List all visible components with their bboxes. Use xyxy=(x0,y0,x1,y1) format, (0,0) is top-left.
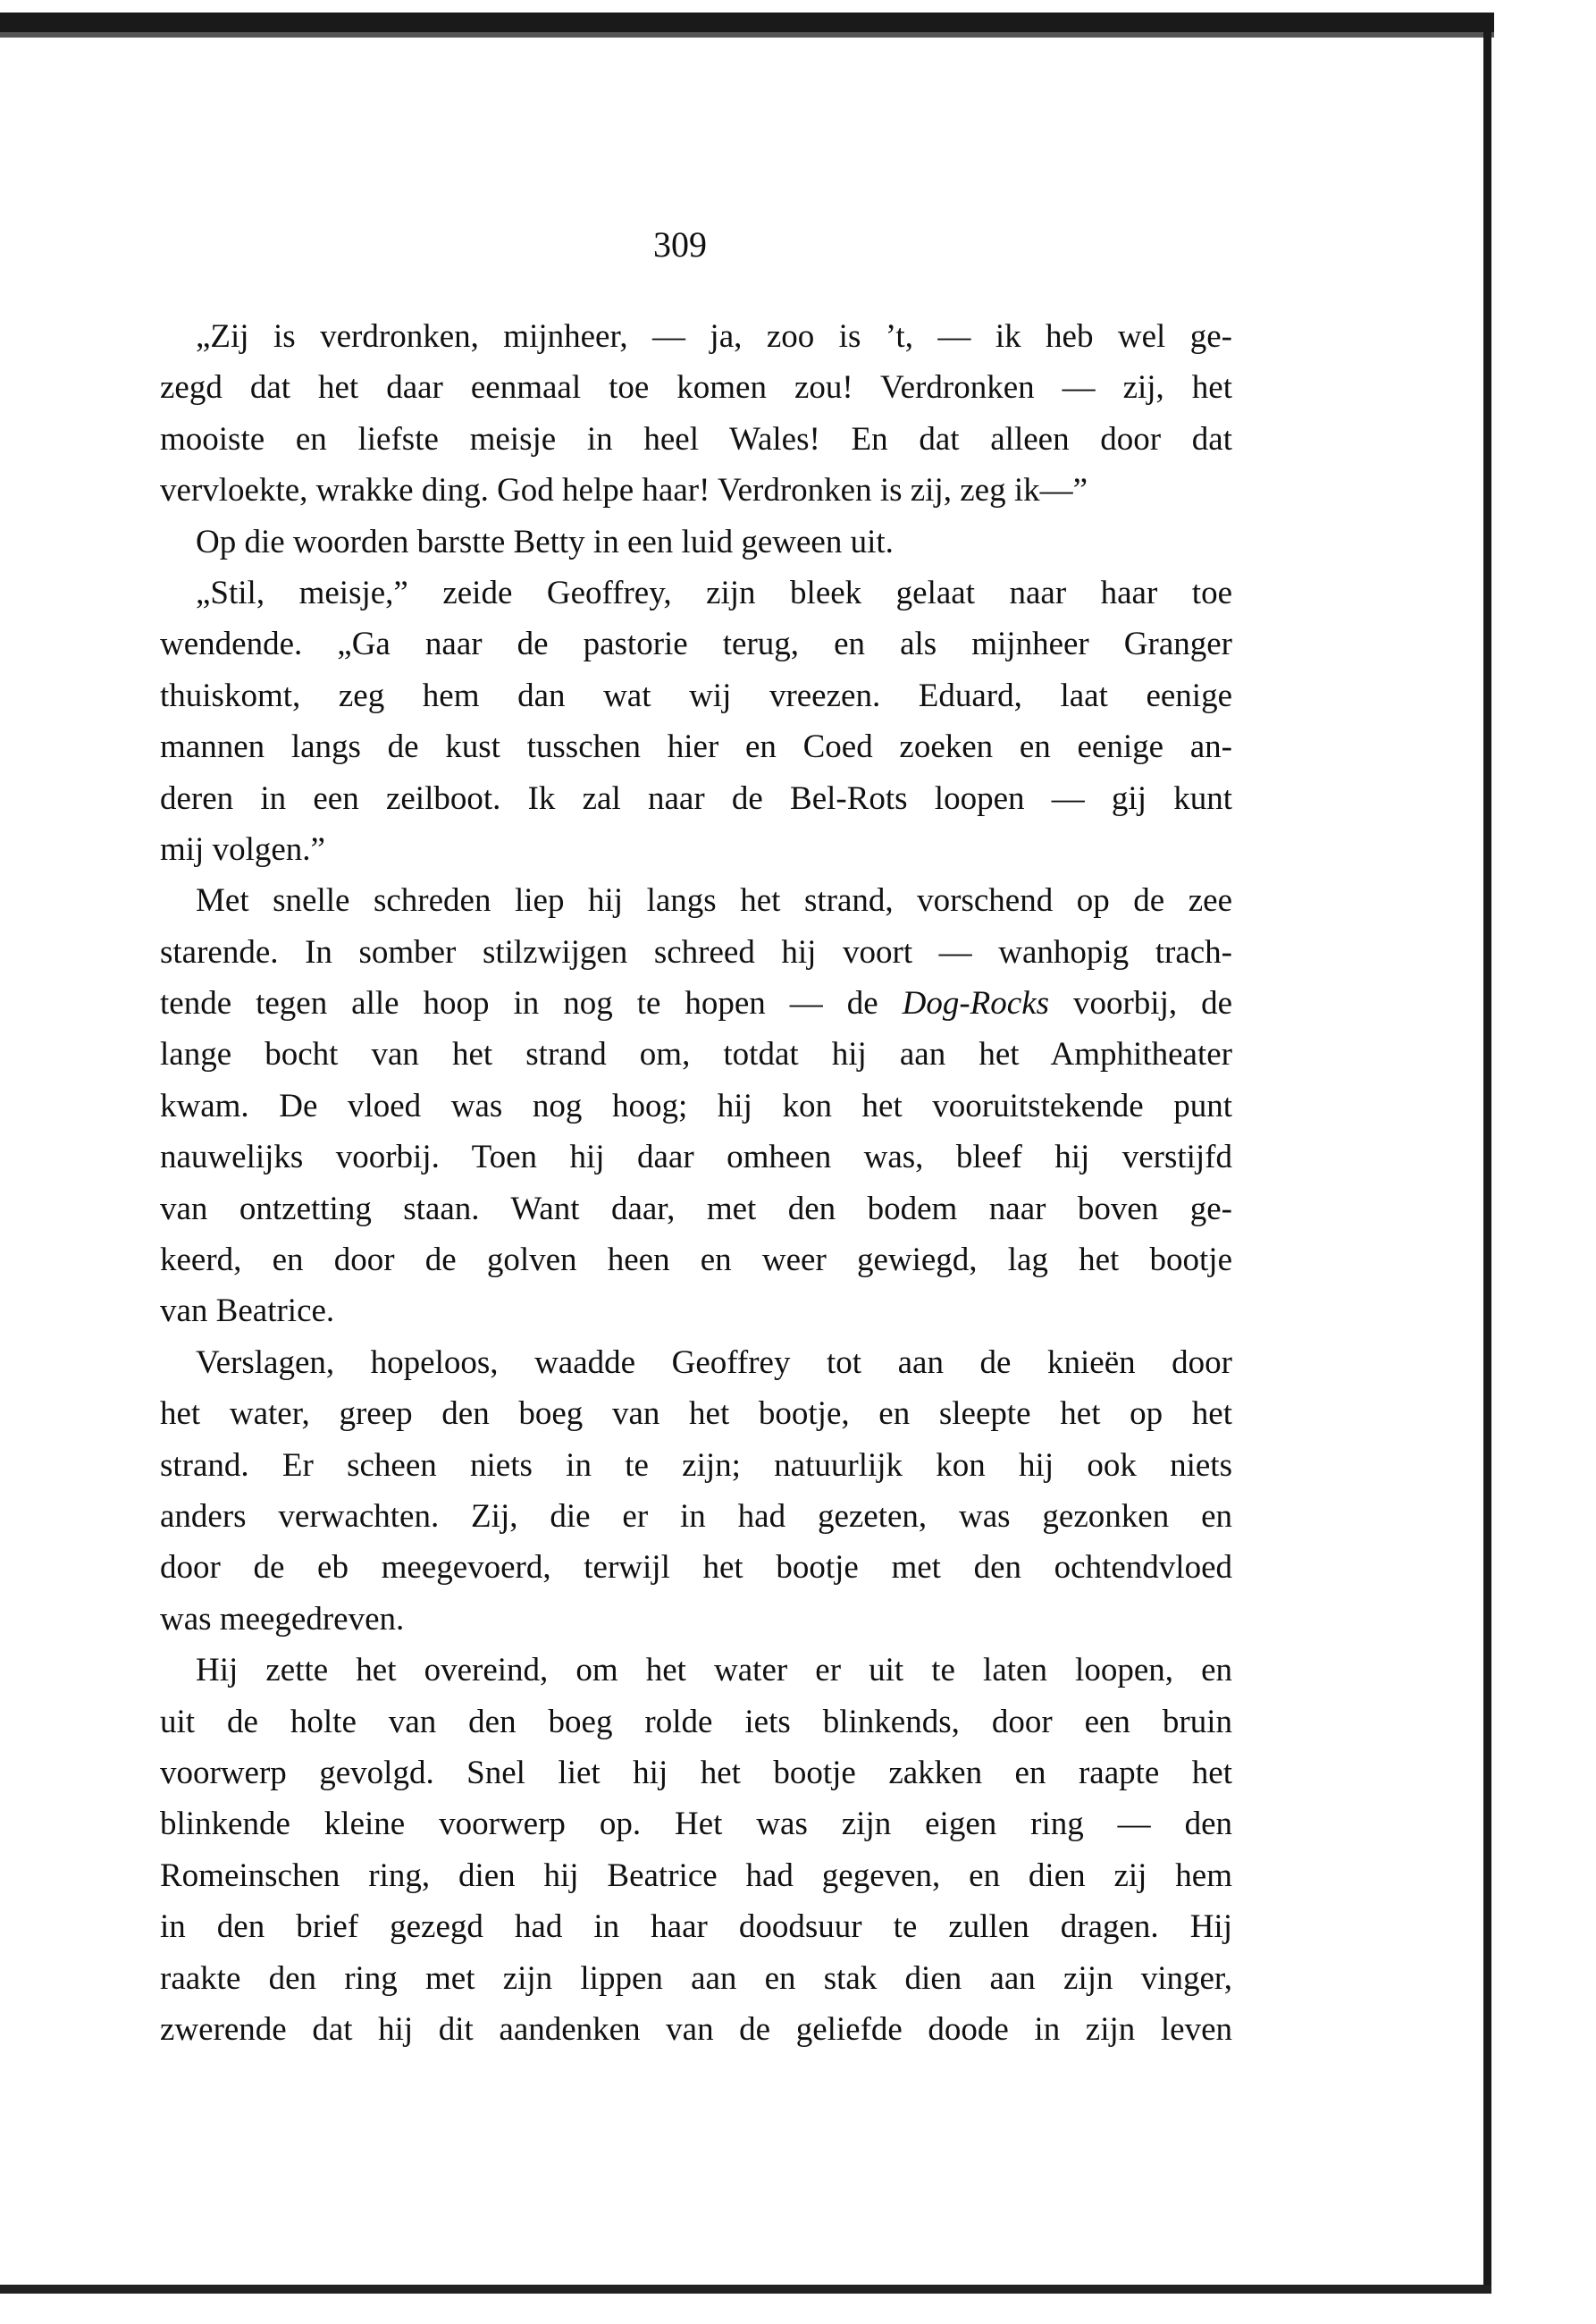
text-line xyxy=(160,1850,1232,1901)
text-line-content: in den brief gezegd had in haar doodsuur te zullen dragen. Hij xyxy=(160,1908,1232,1946)
text-line xyxy=(160,1081,1232,1132)
text-line xyxy=(160,1440,1232,1491)
text-line xyxy=(160,568,1232,619)
text-line-content: nauwelijks voorbij. Toen hij daar omheen was, bleef hij verstijfd xyxy=(160,1139,1232,1176)
text-line xyxy=(160,1132,1232,1183)
text-line xyxy=(160,1594,1232,1645)
text-line xyxy=(160,1953,1232,2004)
text-line xyxy=(160,1234,1232,1285)
text-line-content: lange bocht van het strand om, totdat hij aan het Amphitheater xyxy=(160,1036,1232,1074)
text-line-content: thuiskomt, zeg hem dan wat wij vreezen. Eduard, laat eenige xyxy=(160,677,1232,714)
text-line xyxy=(160,1029,1232,1080)
text-line-content: Verslagen, hopeloos, waadde Geoffrey tot aan de knieën door xyxy=(196,1343,1232,1381)
text-line xyxy=(160,824,1232,875)
scan-border-top xyxy=(0,13,1494,32)
text-line xyxy=(160,1901,1232,1952)
italic-place-name: Dog-Rocks xyxy=(902,985,1050,1023)
text-line xyxy=(160,465,1232,516)
text-line-content: „Zij is verdronken, mijnheer, — ja, zoo is ’t, — ik heb wel ge- xyxy=(196,318,1232,355)
text-line xyxy=(160,1645,1232,1696)
text-line-content: anders verwachten. Zij, die er in had gezeten, was gezonken en xyxy=(160,1497,1232,1535)
text-line xyxy=(160,362,1232,413)
text-line-content: mij volgen.” xyxy=(160,830,325,868)
text-line-content: het water, greep den boeg van het bootje, en sleepte het op het xyxy=(160,1395,1232,1433)
text-line-content: was meegedreven. xyxy=(160,1600,405,1638)
text-line-content: van ontzetting staan. Want daar, met den bodem naar boven ge- xyxy=(160,1190,1232,1227)
text-line-content: mooiste en liefste meisje in heel Wales! En dat alleen door dat xyxy=(160,420,1232,458)
text-line xyxy=(160,1697,1232,1747)
text-line-content: raakte den ring met zijn lippen aan en stak dien aan zijn vinger, xyxy=(160,1959,1232,1997)
text-line-content: tende tegen alle hoop in nog te hopen — de xyxy=(160,985,903,1023)
text-line xyxy=(160,1183,1232,1234)
text-line-content: zwerende dat hij dit aandenken van de geliefde doode in zijn leven xyxy=(160,2010,1232,2048)
text-line-content: „Stil, meisje,” zeide Geoffrey, zijn bleek gelaat naar haar toe xyxy=(196,574,1232,611)
text-line xyxy=(160,1491,1232,1542)
text-line xyxy=(160,1542,1232,1593)
text-line-content: keerd, en door de golven heen en weer gewiegd, lag het bootje xyxy=(160,1242,1232,1279)
text-line xyxy=(160,311,1232,362)
text-line xyxy=(160,1747,1232,1798)
text-line xyxy=(160,875,1232,926)
text-line-content: uit de holte van den boeg rolde iets blinkends, door een bruin xyxy=(160,1703,1232,1740)
text-line-content: door de eb meegevoerd, terwijl het bootje met den ochtendvloed xyxy=(160,1549,1232,1587)
text-line-content: voorbij, de xyxy=(1049,985,1232,1023)
text-line xyxy=(160,927,1232,978)
scan-border-top-shadow xyxy=(0,32,1494,38)
body-text xyxy=(160,311,1232,2055)
scan-border-bottom xyxy=(0,2285,1491,2294)
page-number: 309 xyxy=(653,224,707,265)
text-line xyxy=(160,1798,1232,1849)
text-line-content: strand. Er scheen niets in te zijn; natuurlijk kon hij ook niets xyxy=(160,1446,1232,1484)
text-line xyxy=(160,414,1232,465)
text-line xyxy=(160,721,1232,772)
text-line-content: Hij zette het overeind, om het water er uit te laten loopen, en xyxy=(196,1652,1232,1689)
text-line xyxy=(160,670,1232,721)
text-line-content: vervloekte, wrakke ding. God helpe haar! Verdronken is zij, zeg ik—” xyxy=(160,472,1088,509)
text-line-content: blinkende kleine voorwerp op. Het was zijn eigen ring — den xyxy=(160,1806,1232,1843)
text-line xyxy=(160,2004,1232,2055)
text-line xyxy=(160,517,1232,568)
scan-border-right xyxy=(1483,13,1491,2292)
text-line-content: Romeinschen ring, dien hij Beatrice had gegeven, en dien zij hem xyxy=(160,1857,1232,1894)
text-line-content: Met snelle schreden liep hij langs het strand, vorschend op de zee xyxy=(196,882,1232,920)
text-line xyxy=(160,1285,1232,1336)
text-line-content: Op die woorden barstte Betty in een luid geween uit. xyxy=(196,523,894,560)
text-line-content: zegd dat het daar eenmaal toe komen zou! Verdronken — zij, het xyxy=(160,369,1232,407)
text-line-content: wendende. „Ga naar de pastorie terug, en als mijnheer Granger xyxy=(160,626,1232,663)
text-line-content: kwam. De vloed was nog hoog; hij kon het vooruitstekende punt xyxy=(160,1087,1232,1124)
text-line-content: mannen langs de kust tusschen hier en Coed zoeken en eenige an- xyxy=(160,728,1232,766)
text-line-content: voorwerp gevolgd. Snel liet hij het bootje zakken en raapte het xyxy=(160,1754,1232,1791)
text-line xyxy=(160,978,1232,1029)
text-line-content: deren in een zeilboot. Ik zal naar de Bel-Rots loopen — gij kunt xyxy=(160,779,1232,817)
text-line-content: starende. In somber stilzwijgen schreed hij voort — wanhopig trach- xyxy=(160,933,1232,971)
text-line-content: van Beatrice. xyxy=(160,1293,335,1330)
text-line xyxy=(160,773,1232,824)
text-line xyxy=(160,619,1232,669)
text-line xyxy=(160,1337,1232,1388)
text-line xyxy=(160,1388,1232,1439)
